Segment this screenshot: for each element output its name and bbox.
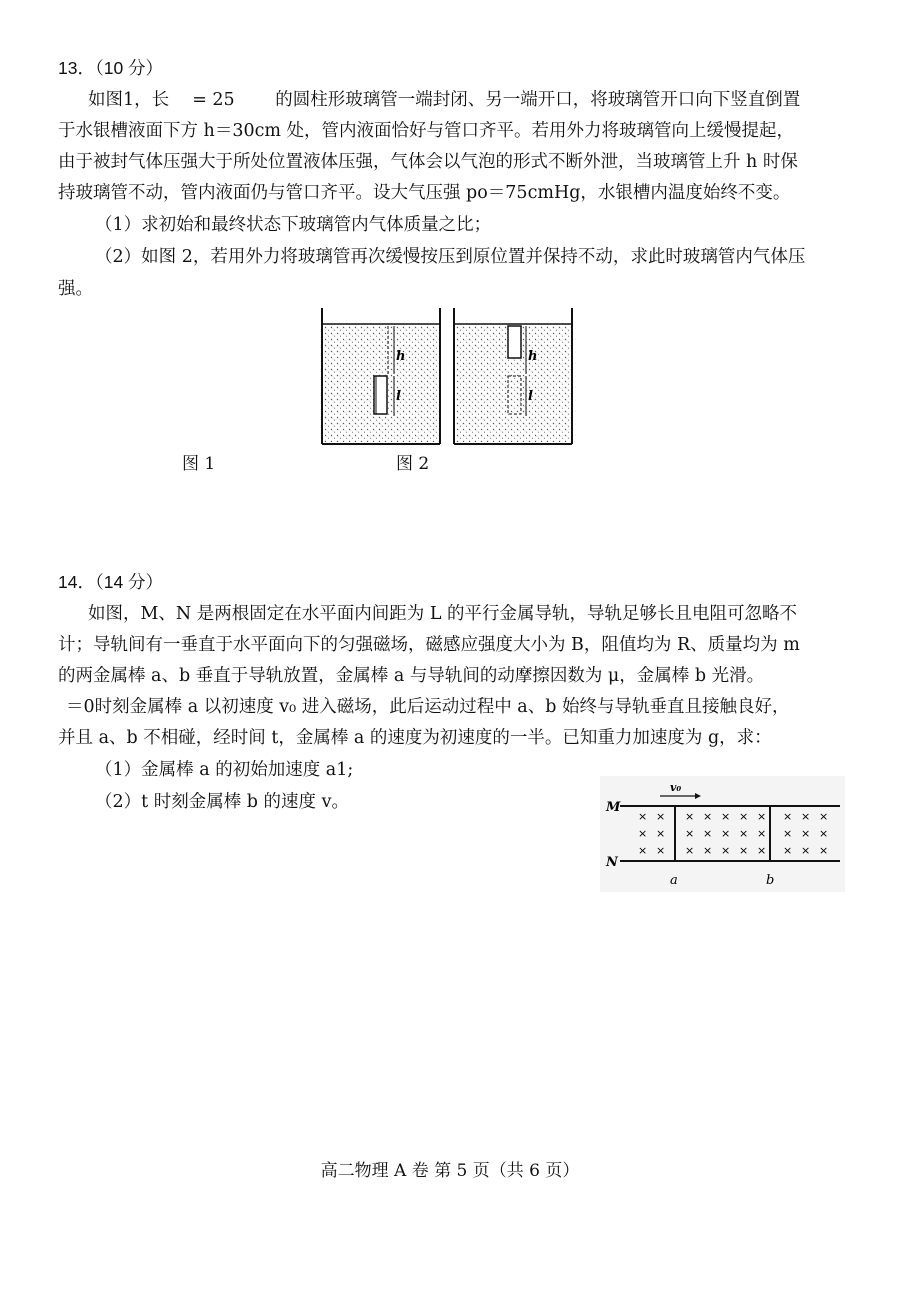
rail-figure bbox=[600, 776, 845, 892]
field-cross: × bbox=[721, 844, 731, 857]
field-cross: × bbox=[819, 810, 829, 823]
field-cross: × bbox=[685, 810, 695, 823]
fig2-h-label: h bbox=[528, 349, 538, 364]
v0-label: v₀ bbox=[670, 781, 682, 794]
q14-line-4: ＝0时刻金属棒 a 以初速度 v₀ 进入磁场，此后运动过程中 a、b 始终与导轨垂直且接触良好， bbox=[66, 697, 790, 717]
fig1-caption: 图 1 bbox=[182, 454, 216, 474]
q14-line-1: 如图，M、N 是两根固定在水平面内间距为 L 的平行金属导轨，导轨足够长且电阻可忽略不 bbox=[88, 604, 798, 624]
field-cross: × bbox=[783, 810, 793, 823]
field-cross: × bbox=[685, 844, 695, 857]
q14-line-3: 的两金属棒 a、b 垂直于导轨放置，金属棒 a 与导轨间的动摩擦因数为 μ，金属棒 b 光滑。 bbox=[58, 666, 765, 686]
q14-line-2: 计；导轨间有一垂直于水平面向下的匀强磁场，磁感应强度大小为 B，阻值均为 R、质量均为 m bbox=[58, 635, 800, 655]
field-cross: × bbox=[703, 844, 713, 857]
q14-subq-1: （1）金属棒 a 的初始加速度 a1; bbox=[95, 760, 354, 780]
field-cross: × bbox=[685, 827, 695, 840]
field-cross: × bbox=[656, 810, 666, 823]
field-cross: × bbox=[739, 810, 749, 823]
page-footer: 高二物理 A 卷 第 5 页（共 6 页） bbox=[320, 1161, 580, 1181]
fig2-tank bbox=[454, 308, 572, 444]
field-cross: × bbox=[656, 844, 666, 857]
field-cross: × bbox=[638, 810, 648, 823]
field-cross: × bbox=[801, 827, 811, 840]
field-cross: × bbox=[757, 827, 767, 840]
q13-line-4: 持玻璃管不动，管内液面仍与管口齐平。设大气压强 po＝75cmHg，水银槽内温度始终不变。 bbox=[58, 183, 791, 203]
field-cross: × bbox=[801, 810, 811, 823]
fig1-tank bbox=[322, 308, 440, 444]
field-cross: × bbox=[739, 844, 749, 857]
q13-subq-1: （1）求初始和最终状态下玻璃管内气体质量之比； bbox=[95, 215, 492, 235]
rod-b-label: b bbox=[766, 873, 775, 888]
q13-line-3: 由于被封气体压强大于所处位置液体压强，气体会以气泡的形式不断外泄，当玻璃管上升 h 时保 bbox=[58, 152, 798, 172]
field-cross: × bbox=[819, 844, 829, 857]
q13-line-2: 于水银槽液面下方 h＝30cm 处，管内液面恰好与管口齐平。若用外力将玻璃管向上缓慢提起， bbox=[58, 121, 795, 141]
field-cross: × bbox=[739, 827, 749, 840]
fig2-l-label: l bbox=[528, 389, 533, 404]
rail-M-label: M bbox=[606, 800, 621, 815]
field-cross: × bbox=[757, 844, 767, 857]
q13-header: 13．（10 分） bbox=[58, 58, 164, 78]
field-cross: × bbox=[757, 810, 767, 823]
field-cross: × bbox=[721, 827, 731, 840]
q14-line-5: 并且 a、b 不相碰，经时间 t，金属棒 a 的速度为初速度的一半。已知重力加速度为 g，求： bbox=[58, 728, 772, 748]
field-cross: × bbox=[783, 827, 793, 840]
q14-header: 14．（14 分） bbox=[58, 572, 164, 592]
q14-subq-2: （2）t 时刻金属棒 b 的速度 v。 bbox=[95, 792, 350, 812]
field-cross: × bbox=[801, 844, 811, 857]
field-cross: × bbox=[638, 827, 648, 840]
field-cross: × bbox=[638, 844, 648, 857]
rod-a-label: a bbox=[670, 873, 678, 888]
fig1-l-label: l bbox=[396, 389, 401, 404]
field-cross: × bbox=[703, 810, 713, 823]
q13-line-7: 强。 bbox=[58, 279, 93, 299]
rail-N-label: N bbox=[606, 855, 618, 870]
field-cross: × bbox=[703, 827, 713, 840]
q13-subq-2: （2）如图 2，若用外力将玻璃管再次缓慢按压到原位置并保持不动，求此时玻璃管内气体压 bbox=[95, 247, 806, 267]
fig2-caption: 图 2 bbox=[396, 454, 430, 474]
field-cross: × bbox=[783, 844, 793, 857]
mercury-tank-figures bbox=[318, 308, 580, 448]
field-cross: × bbox=[656, 827, 666, 840]
field-cross: × bbox=[819, 827, 829, 840]
fig1-h-label: h bbox=[396, 349, 406, 364]
field-cross: × bbox=[721, 810, 731, 823]
q13-line-1: 如图1，长 = 25 的圆柱形玻璃管一端封闭、另一端开口，将玻璃管开口向下竖直倒置 bbox=[88, 90, 801, 110]
